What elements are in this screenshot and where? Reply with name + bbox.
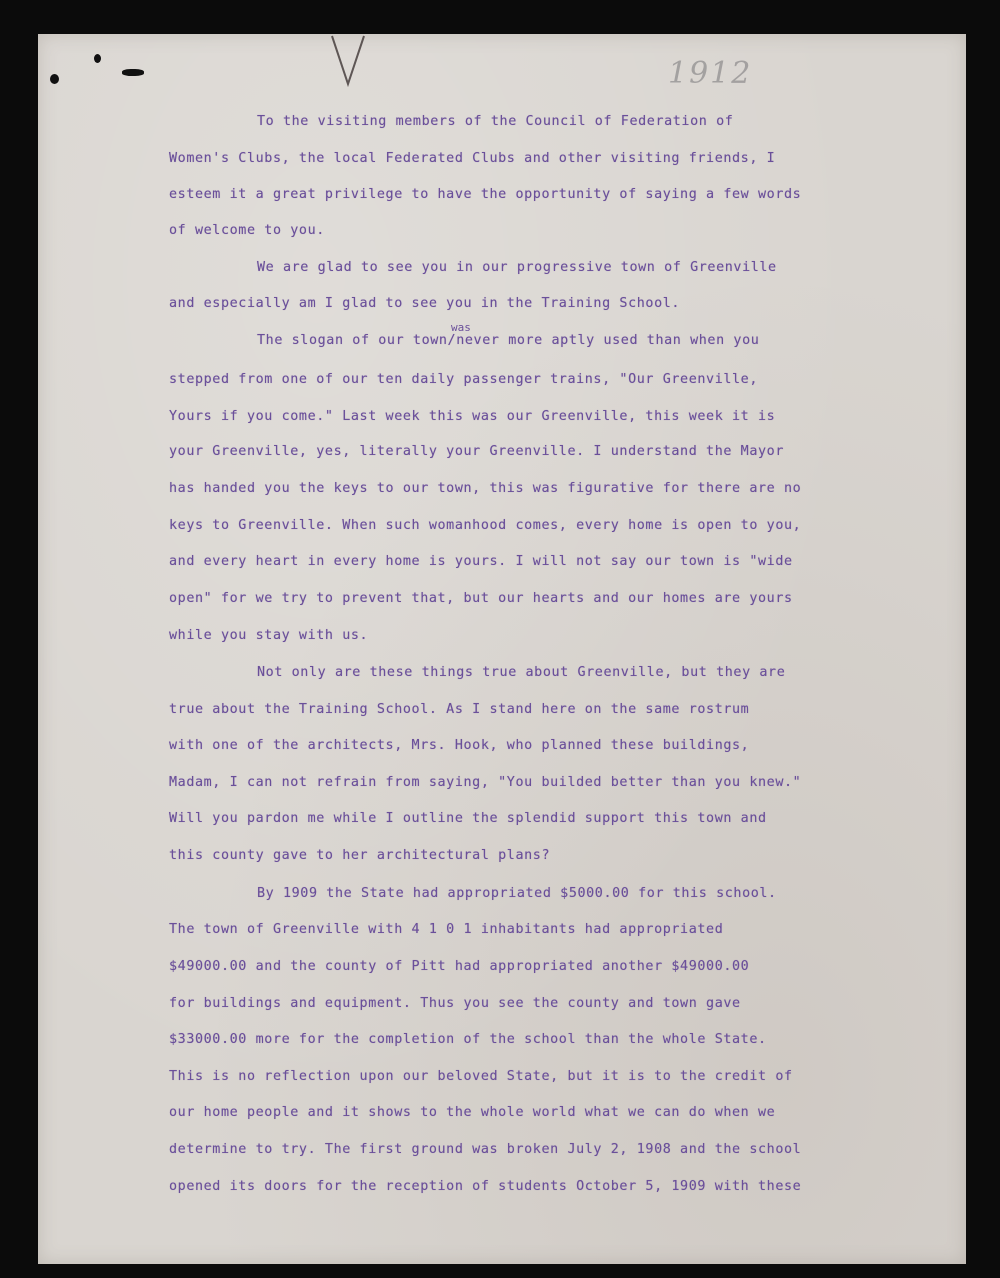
text-line: Will you pardon me while I outline the splendid support this town and — [169, 811, 767, 826]
text-line: esteem it a great privilege to have the opportunity of saying a few words — [169, 187, 802, 202]
text-line: The slogan of our town/never more aptly used than when you — [257, 333, 760, 348]
text-line: This is no reflection upon our beloved State, but it is to the credit of — [169, 1069, 793, 1084]
handwritten-insertion: was — [451, 321, 471, 334]
text-line: Madam, I can not refrain from saying, "You builded better than you knew." — [169, 775, 802, 790]
text-line: We are glad to see you in our progressive town of Greenville — [257, 260, 777, 275]
text-line: To the visiting members of the Council of Federation of — [257, 114, 734, 129]
handwritten-date-note: 1912 — [668, 56, 753, 91]
text-line: keys to Greenville. When such womanhood comes, every home is open to you, — [169, 518, 802, 533]
text-line: for buildings and equipment. Thus you see the county and town gave — [169, 996, 741, 1011]
text-line: By 1909 the State had appropriated $5000.00 for this school. — [257, 886, 777, 901]
text-line: our home people and it shows to the whole world what we can do when we — [169, 1105, 776, 1120]
text-line: determine to try. The first ground was broken July 2, 1908 and the school — [169, 1142, 802, 1157]
text-line: Women's Clubs, the local Federated Clubs and other visiting friends, I — [169, 151, 776, 166]
text-line: while you stay with us. — [169, 628, 369, 643]
text-line: and especially am I glad to see you in the Training School. — [169, 296, 681, 311]
text-line: Not only are these things true about Greenville, but they are — [257, 665, 786, 680]
text-line: $33000.00 more for the completion of the school than the whole State. — [169, 1032, 767, 1047]
text-line: The town of Greenville with 4 1 0 1 inhabitants had appropriated — [169, 922, 724, 937]
text-line: your Greenville, yes, literally your Greenville. I understand the Mayor — [169, 444, 784, 459]
document-body — [38, 34, 966, 1264]
text-line: and every heart in every home is yours. I will not say our town is "wide — [169, 554, 793, 569]
text-line: true about the Training School. As I stand here on the same rostrum — [169, 702, 750, 717]
text-line: open" for we try to prevent that, but our hearts and our homes are yours — [169, 591, 793, 606]
text-line: $49000.00 and the county of Pitt had appropriated another $49000.00 — [169, 959, 750, 974]
text-line: opened its doors for the reception of students October 5, 1909 with these — [169, 1179, 802, 1194]
document-page — [38, 34, 966, 1264]
text-line: this county gave to her architectural plans? — [169, 848, 551, 863]
text-line: with one of the architects, Mrs. Hook, who planned these buildings, — [169, 738, 750, 753]
text-line: of welcome to you. — [169, 223, 325, 238]
text-line: Yours if you come." Last week this was our Greenville, this week it is — [169, 409, 776, 424]
text-line: stepped from one of our ten daily passenger trains, "Our Greenville, — [169, 372, 759, 387]
text-line: has handed you the keys to our town, this was figurative for there are no — [169, 481, 802, 496]
